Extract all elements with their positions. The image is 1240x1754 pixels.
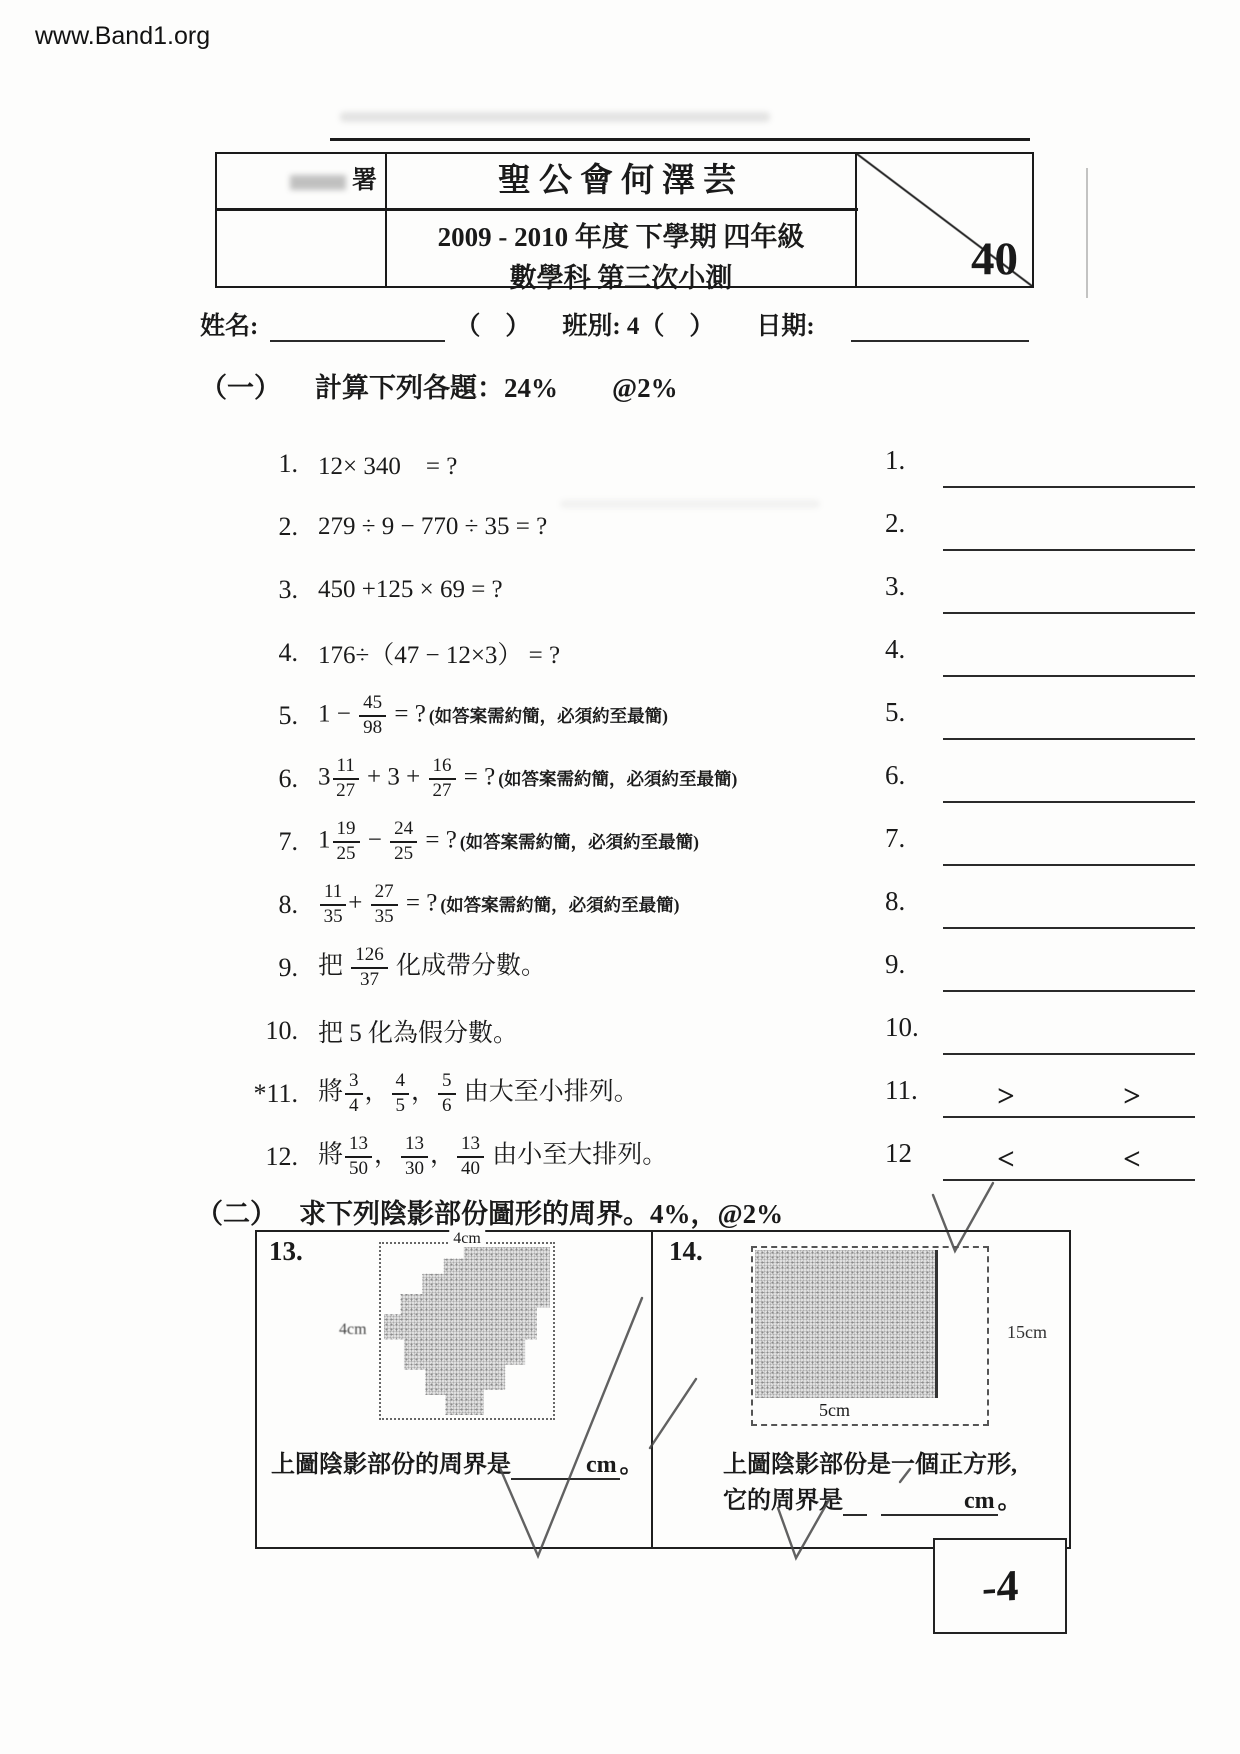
question-number: 9. bbox=[278, 952, 298, 982]
stamp-smudge bbox=[290, 175, 346, 190]
caption-14-line2: 它的周界是 cm 。 bbox=[723, 1488, 1022, 1514]
question-note: (如答案需約簡，必須約至最簡) bbox=[498, 769, 738, 789]
pen-checkmark-13 bbox=[492, 1290, 652, 1570]
exam-title-line2: 數學科 第三次小測 bbox=[509, 263, 733, 293]
answer-row bbox=[885, 432, 1197, 495]
question-expression: 176÷（47 − 12×3） = ? bbox=[318, 641, 561, 669]
section1-title: 計算下列各題：24% @2% bbox=[315, 373, 678, 403]
question-expression: 12× 340 = ? bbox=[318, 452, 458, 480]
question-number: 3. bbox=[278, 574, 298, 604]
student-info-row bbox=[200, 300, 1029, 342]
answer-number: 1. bbox=[885, 445, 906, 475]
answer-values bbox=[943, 1078, 1195, 1114]
question-row bbox=[232, 621, 887, 684]
answer-number: 2. bbox=[885, 508, 906, 538]
answer-blank bbox=[943, 486, 1195, 488]
pen-stroke-14 bbox=[642, 1372, 704, 1454]
answer-blank-14a bbox=[843, 1488, 867, 1516]
answer-row bbox=[885, 999, 1197, 1062]
section2-heading bbox=[196, 1192, 783, 1231]
question-row bbox=[232, 684, 887, 747]
section2-title: 求下列陰影部份圖形的周界。4%，@2% bbox=[299, 1199, 784, 1229]
answer-value: < bbox=[997, 1141, 1015, 1176]
answer-blank bbox=[943, 549, 1195, 551]
question-number: 7. bbox=[278, 826, 298, 856]
question-expression: 將 $\frac{13}{50}$ ， $\frac{13}{30}$ ， $\frac{13}{40}$ 由小至大排列。 bbox=[318, 1132, 668, 1179]
answer-row bbox=[885, 873, 1197, 936]
question-row bbox=[232, 558, 887, 621]
answer-blank bbox=[943, 1116, 1195, 1118]
question-number: 4. bbox=[278, 637, 298, 667]
score-deduction-box bbox=[933, 1538, 1067, 1634]
answer-number: 8. bbox=[885, 886, 906, 916]
section2-number: （二） bbox=[196, 1199, 277, 1229]
question-row bbox=[232, 936, 887, 999]
answer-number: 10. bbox=[885, 1012, 919, 1042]
pen-checkmark-14 bbox=[772, 1492, 837, 1567]
class-label: 班別: 4（ ） bbox=[562, 313, 715, 340]
answer-row bbox=[885, 558, 1197, 621]
question-row bbox=[232, 1125, 887, 1188]
question-row bbox=[232, 873, 887, 936]
answer-blank bbox=[943, 864, 1195, 866]
answer-row bbox=[885, 1062, 1197, 1125]
question-expression: 將 $\frac{3}{4}$ ， $\frac{4}{5}$ ， $\frac{5}{6}$ 由大至小排列。 bbox=[318, 1069, 639, 1116]
question-expression: 279 ÷ 9 − 770 ÷ 35 = ? bbox=[318, 512, 548, 540]
answer-number: 9. bbox=[885, 949, 906, 979]
stamp-text: 署 bbox=[290, 160, 377, 196]
scan-stray-line bbox=[1086, 168, 1088, 298]
answer-number: 5. bbox=[885, 697, 906, 727]
answer-row bbox=[885, 621, 1197, 684]
question-number: 1. bbox=[278, 448, 298, 478]
answer-row bbox=[885, 810, 1197, 873]
answer-list bbox=[885, 432, 1197, 1188]
section1-heading bbox=[200, 366, 678, 405]
header-top-rule bbox=[330, 138, 1030, 141]
question-note: (如答案需約簡，必須約至最簡) bbox=[459, 832, 699, 852]
question-number: 5. bbox=[278, 700, 298, 730]
name-paren: （ ） bbox=[455, 313, 531, 340]
scan-smudge bbox=[340, 112, 770, 122]
question-expression: 450 +125 × 69 = ? bbox=[318, 575, 503, 603]
shaded-square bbox=[755, 1250, 938, 1398]
answer-number: 3. bbox=[885, 571, 906, 601]
figure-14-outer-dashed-square bbox=[751, 1246, 1047, 1426]
question-note: (如答案需約簡，必須約至最簡) bbox=[428, 706, 668, 726]
answer-row bbox=[885, 684, 1197, 747]
question-expression: 3 $\frac{11}{27}$ + 3 + $\frac{16}{27}$ = ? bbox=[318, 754, 496, 801]
score-total: 40 bbox=[971, 233, 1018, 285]
answer-number: 12 bbox=[885, 1138, 912, 1168]
pen-slash-small bbox=[897, 1466, 915, 1486]
question-expression: 1 − $\frac{45}{98}$ = ? bbox=[318, 691, 426, 738]
question-row bbox=[232, 810, 887, 873]
answer-number: 6. bbox=[885, 760, 906, 790]
answer-value: > bbox=[1123, 1078, 1141, 1113]
name-blank bbox=[270, 310, 445, 342]
date-label: 日期: bbox=[756, 313, 815, 340]
answer-values bbox=[943, 1141, 1195, 1177]
question-row bbox=[232, 1062, 887, 1125]
answer-row bbox=[885, 936, 1197, 999]
answer-value: > bbox=[997, 1078, 1015, 1113]
answer-blank-14b bbox=[881, 1488, 961, 1516]
dim-label-left: 4cm bbox=[339, 1320, 367, 1338]
answer-number: 11. bbox=[885, 1075, 918, 1105]
score-box bbox=[857, 154, 1032, 286]
answer-blank bbox=[943, 1053, 1195, 1055]
question-expression: $\frac{11}{35}$ + $\frac{27}{35}$ = ? bbox=[318, 882, 437, 927]
problem-14-number: 14. bbox=[669, 1236, 703, 1266]
question-expression: 1 $\frac{19}{25}$ − $\frac{24}{25}$ = ? bbox=[318, 817, 457, 864]
question-row bbox=[232, 999, 887, 1062]
dim-label-bottom: 5cm bbox=[819, 1400, 850, 1420]
question-number: 12. bbox=[265, 1141, 298, 1171]
question-number: *11. bbox=[253, 1078, 298, 1108]
problem-13-number: 13. bbox=[269, 1236, 303, 1266]
date-blank bbox=[851, 310, 1029, 342]
problem-14 bbox=[653, 1232, 1069, 1547]
question-number: 6. bbox=[278, 763, 298, 793]
question-expression: 把 $\frac{126}{37}$ 化成帶分數。 bbox=[318, 943, 547, 990]
question-row bbox=[232, 495, 887, 558]
handwritten-deduction: -4 bbox=[981, 1560, 1019, 1612]
header-divider-line bbox=[217, 208, 858, 211]
school-name: 聖公會何澤芸 bbox=[498, 163, 744, 199]
watermark: www.Band1.org bbox=[35, 22, 211, 50]
name-label: 姓名: bbox=[200, 313, 259, 340]
answer-blank bbox=[943, 675, 1195, 677]
section1-number: （一） bbox=[200, 373, 281, 403]
question-list bbox=[232, 432, 887, 1188]
question-number: 8. bbox=[278, 889, 298, 919]
answer-blank bbox=[943, 738, 1195, 740]
header-stamp-cell bbox=[217, 154, 387, 286]
exam-header-table bbox=[215, 152, 1034, 293]
answer-row bbox=[885, 495, 1197, 558]
question-note: (如答案需約簡，必須約至最簡) bbox=[440, 895, 680, 915]
question-number: 2. bbox=[278, 511, 298, 541]
caption-13: 上圖陰影部份的周界是 cm 。 bbox=[271, 1452, 644, 1478]
answer-number: 7. bbox=[885, 823, 906, 853]
answer-row bbox=[885, 747, 1197, 810]
unit-label: cm bbox=[961, 1488, 998, 1516]
dim-label-top: 4cm bbox=[449, 1230, 485, 1248]
answer-blank bbox=[943, 927, 1195, 929]
dim-label-right: 15cm bbox=[1007, 1321, 1047, 1342]
answer-blank bbox=[943, 801, 1195, 803]
answer-value: < bbox=[1123, 1141, 1141, 1176]
answer-number: 4. bbox=[885, 634, 906, 664]
question-row bbox=[232, 747, 887, 810]
question-expression: 把 5 化為假分數。 bbox=[318, 1019, 519, 1047]
caption-14-line1: 上圖陰影部份是一個正方形, bbox=[723, 1452, 1017, 1478]
unit-label: cm bbox=[583, 1452, 620, 1480]
exam-title-line1: 2009 - 2010 年度 下學期 四年級 bbox=[437, 222, 805, 252]
answer-blank bbox=[943, 990, 1195, 992]
answer-blank bbox=[943, 612, 1195, 614]
question-row bbox=[232, 432, 887, 495]
header-title-cell bbox=[387, 154, 857, 293]
question-number: 10. bbox=[265, 1015, 298, 1045]
